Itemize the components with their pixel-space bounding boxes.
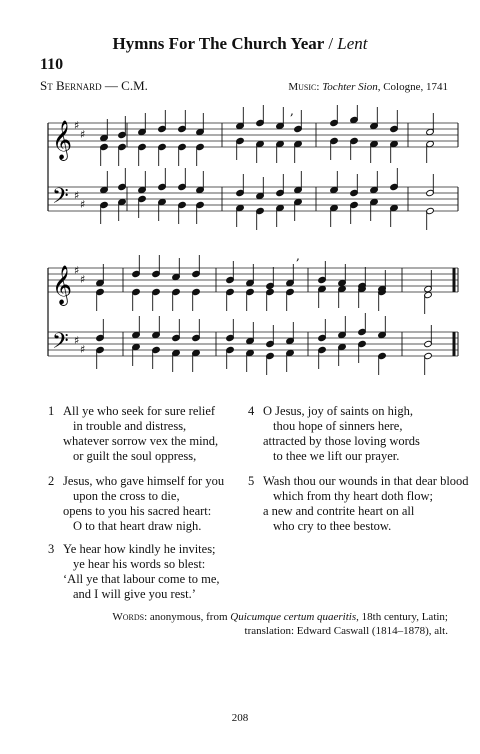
music-system-1: [0, 105, 480, 245]
words-suffix: , 18th century, Latin;: [356, 611, 448, 623]
meter: — C.M.: [104, 78, 148, 93]
verse-line: All ye who seek for sure relief: [63, 404, 216, 418]
words-credit: [112, 610, 448, 638]
breath-mark: ,: [290, 105, 294, 118]
verse-line: in trouble and distress,: [73, 419, 187, 433]
verse-4: [248, 404, 420, 464]
sharp-icon: ♯: [74, 119, 80, 132]
verse-line: a new and contrite heart on all: [263, 504, 415, 518]
verse-1: [48, 404, 218, 464]
header-separator: /: [328, 34, 334, 53]
verse-line: attracted by those loving words: [263, 434, 420, 448]
bass-clef-icon: 𝄢: [52, 184, 69, 214]
sharp-icon: ♯: [74, 189, 80, 202]
verse-line: or guilt the soul oppress,: [73, 449, 197, 463]
verse-number: 5: [248, 474, 255, 488]
verse-line: Ye hear how kindly he invites;: [63, 542, 216, 556]
music-origin: , Cologne, 1741: [377, 81, 448, 93]
music-source: Tochter Sion: [322, 81, 378, 93]
tune-line: [40, 78, 148, 94]
tune-name: St Bernard: [40, 78, 102, 93]
page-number: 208: [231, 712, 249, 724]
verse-number: 2: [48, 474, 55, 488]
sharp-icon: ♯: [80, 343, 86, 356]
verse-number: 3: [48, 542, 55, 556]
sharp-icon: ♯: [74, 334, 80, 347]
words-prefix: anonymous, from: [147, 611, 231, 623]
breath-mark: ,: [296, 250, 300, 263]
verse-line: ye hear his words so blest:: [73, 557, 206, 571]
verse-line: Wash thou our wounds in that dear blood: [263, 474, 469, 488]
verse-line: O to that heart draw nigh.: [73, 519, 202, 533]
verse-line: whatever sorrow vex the mind,: [63, 434, 219, 448]
verse-line: to thee we lift our prayer.: [273, 449, 400, 463]
book-title: Hymns For The Church Year: [112, 34, 325, 53]
page-header: [0, 34, 480, 54]
verse-line: opens to you his sacred heart:: [63, 504, 212, 518]
section-title: Lent: [337, 34, 368, 53]
treble-clef-icon: 𝄞: [52, 265, 73, 305]
verse-line: which from thy heart doth flow;: [273, 489, 434, 503]
verse-3: [48, 542, 220, 602]
verse-number: 4: [248, 404, 255, 418]
music-credit: [288, 81, 448, 93]
verse-line: thou hope of sinners here,: [273, 419, 403, 433]
music-label: Music:: [288, 81, 320, 93]
verse-line: ‘All ye that labour come to me,: [63, 572, 220, 586]
treble-clef-icon: 𝄞: [52, 120, 73, 160]
verse-line: and I will give you rest.’: [73, 587, 196, 601]
verse-line: Jesus, who gave himself for you: [63, 474, 225, 488]
translation-credit: translation: Edward Caswall (1814–1878), alt.: [244, 625, 448, 637]
verse-5: [248, 474, 469, 534]
verse-line: O Jesus, joy of saints on high,: [263, 404, 413, 418]
verse-line: upon the cross to die,: [73, 489, 180, 503]
sharp-icon: ♯: [80, 198, 86, 211]
music-system-2: [0, 250, 480, 390]
verse-number: 1: [48, 404, 55, 418]
sharp-icon: ♯: [74, 264, 80, 277]
hymn-number: 110: [40, 56, 64, 73]
bass-clef-icon: 𝄢: [52, 329, 69, 359]
words-source: Quicumque certum quaeritis: [230, 611, 357, 623]
verse-line: who cry to thee bestow.: [273, 519, 392, 533]
sharp-icon: ♯: [80, 273, 86, 286]
words-label: Words:: [112, 611, 148, 623]
verse-2: [48, 474, 224, 534]
sharp-icon: ♯: [80, 128, 86, 141]
